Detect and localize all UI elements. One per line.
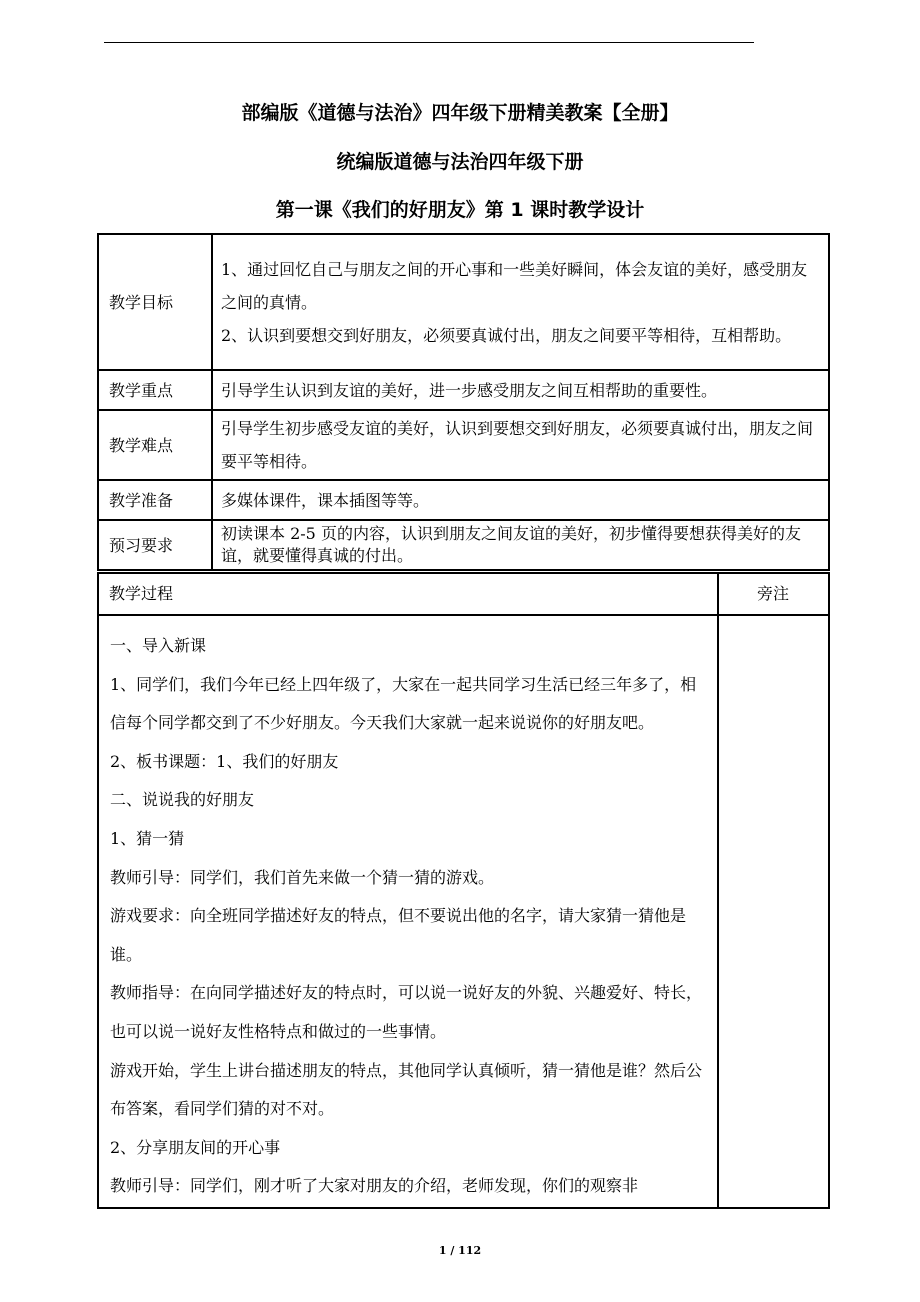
info-value: 引导学生初步感受友谊的美好，认识到要想交到好朋友，必须要真诚付出，朋友之间要平等相待。 xyxy=(212,410,829,480)
process-header-row xyxy=(98,573,829,615)
process-body-row xyxy=(98,615,829,1208)
info-value: 初读课本 2-5 页的内容，认识到朋友之间友谊的美好，初步懂得要想获得美好的友谊，就要懂得真诚的付出。 xyxy=(212,520,829,570)
goal-item: 2、认识到要想交到好朋友，必须要真诚付出，朋友之间要平等相待，互相帮助。 xyxy=(221,325,792,345)
process-line: 一、导入新课 xyxy=(110,636,207,655)
info-label: 教学准备 xyxy=(98,480,212,520)
goal-item: 1、通过回忆自己与朋友之间的开心事和一些美好瞬间，体会友谊的美好，感受朋友之间的真情。 xyxy=(221,259,808,312)
info-label: 教学重点 xyxy=(98,370,212,410)
process-line: 2、分享朋友间的开心事 xyxy=(110,1137,281,1157)
side-note-cell xyxy=(718,615,829,1208)
info-row-preparation xyxy=(98,480,829,520)
process-line: 1、猜一猜 xyxy=(110,828,185,848)
process-line: 教师指导：在向同学描述好友的特点时，可以说一说好友的外貌、兴趣爱好、特长，也可以说一说好友性格特点和做过的一些事情。 xyxy=(110,983,703,1041)
page-number: 1 / 112 xyxy=(438,1244,482,1257)
info-label: 预习要求 xyxy=(98,520,212,570)
process-body xyxy=(98,615,718,1208)
header-rule xyxy=(104,42,754,43)
process-line: 游戏开始，学生上讲台描述朋友的特点，其他同学认真倾听，猜一猜他是谁？然后公布答案，看同学们猜的对不对。 xyxy=(110,1060,703,1119)
process-line: 二、说说我的好朋友 xyxy=(110,790,255,810)
lesson-info-table xyxy=(97,233,830,571)
teaching-process-table xyxy=(97,572,830,1209)
info-row-preview xyxy=(98,520,829,570)
info-value: 引导学生认识到友谊的美好，进一步感受朋友之间互相帮助的重要性。 xyxy=(212,370,829,410)
info-label: 教学难点 xyxy=(98,410,212,480)
process-line: 2、板书课题：1、我们的好朋友 xyxy=(110,751,339,771)
process-line: 教师引导：同学们，刚才听了大家对朋友的介绍，老师发现，你们的观察非 xyxy=(110,1176,639,1196)
info-value xyxy=(212,234,829,370)
document-title: 部编版《道德与法治》四年级下册精美教案【全册】 xyxy=(241,102,679,124)
process-header: 教学过程 xyxy=(98,573,718,615)
process-line: 教师引导：同学们，我们首先来做一个猜一猜的游戏。 xyxy=(110,867,495,887)
lesson-title: 第一课《我们的好朋友》第 1 课时教学设计 xyxy=(275,199,645,221)
info-row-difficulty xyxy=(98,410,829,480)
document-subtitle: 统编版道德与法治四年级下册 xyxy=(336,151,584,173)
info-row-key-point xyxy=(98,370,829,410)
process-line: 1、同学们，我们今年已经上四年级了，大家在一起共同学习生活已经三年多了，相信每个同学都交到了不少好朋友。今天我们大家就一起来说说你的好朋友吧。 xyxy=(110,674,697,733)
info-row-goals xyxy=(98,234,829,370)
side-note-header: 旁注 xyxy=(718,573,829,615)
process-line: 游戏要求：向全班同学描述好友的特点，但不要说出他的名字，请大家猜一猜他是谁。 xyxy=(110,906,687,964)
info-value: 多媒体课件，课本插图等等。 xyxy=(212,480,829,520)
info-label: 教学目标 xyxy=(98,234,212,370)
